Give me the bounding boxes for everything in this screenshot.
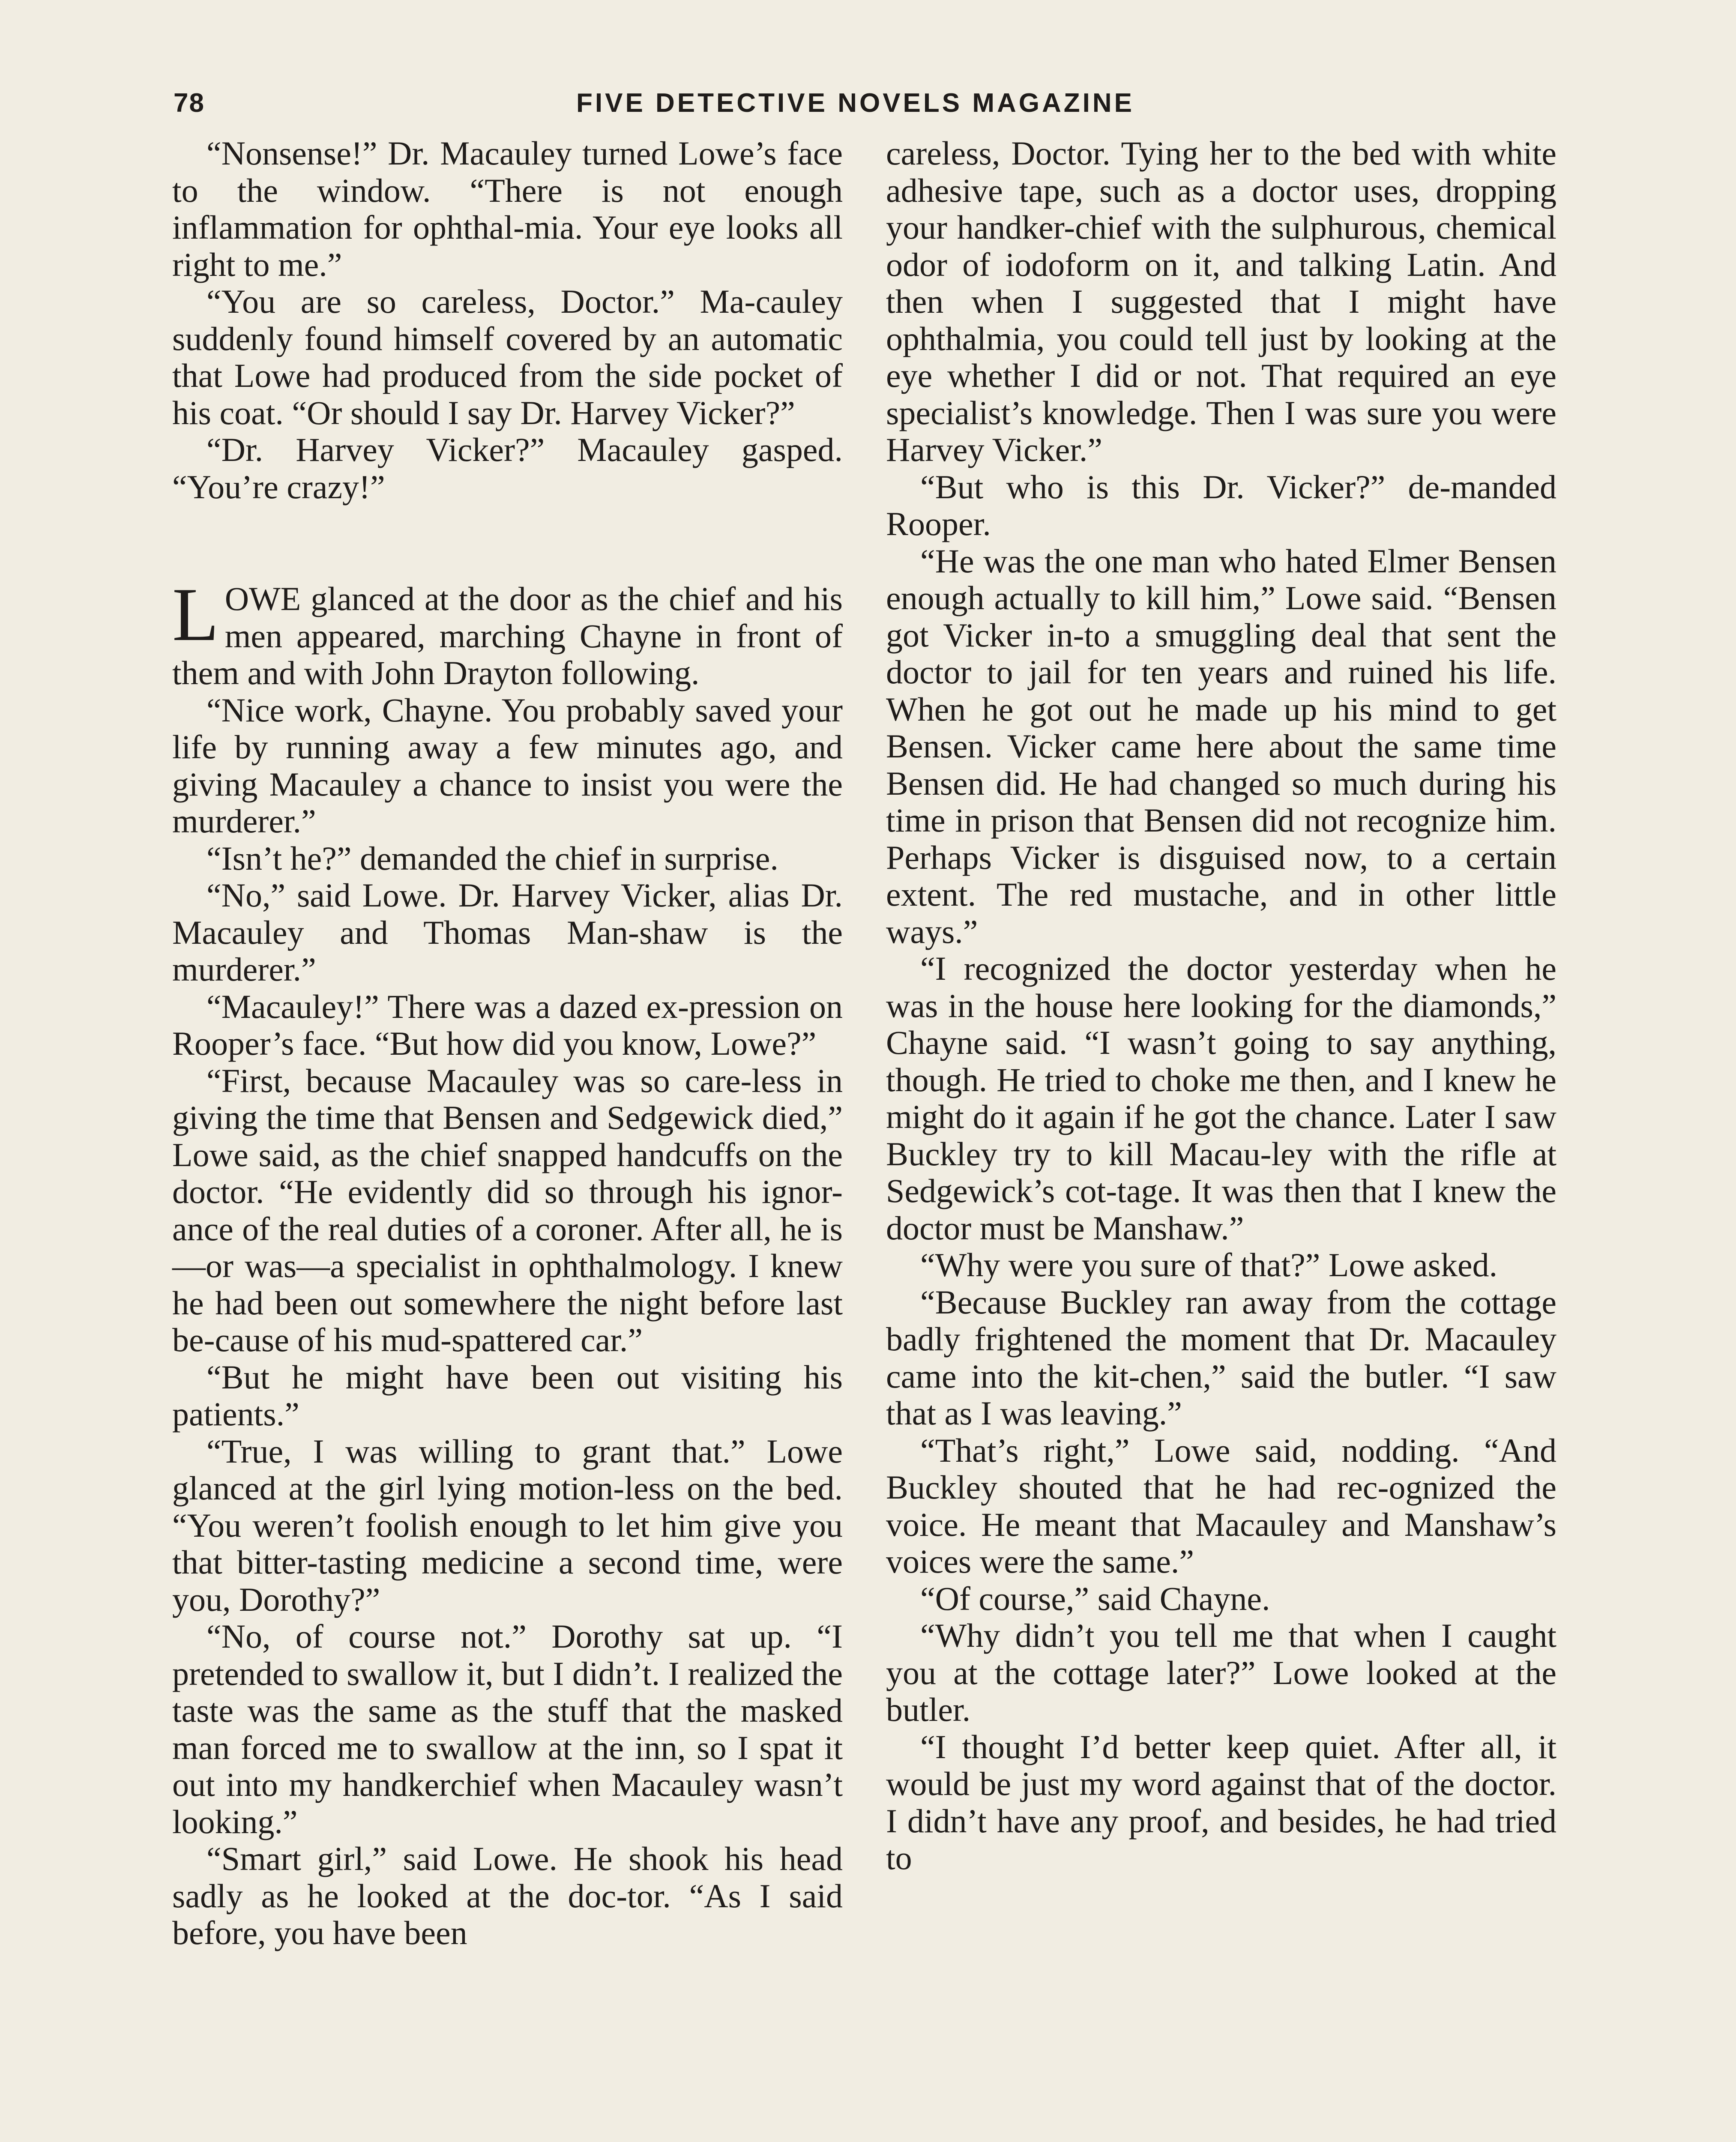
- paragraph: “Why were you sure of that?” Lowe asked.: [920, 1246, 1498, 1283]
- paragraph: “I thought I’d better keep quiet. After all, it would be just my word against that of the doctor. I didn’t have any proof, and besides, he had tried to: [886, 1728, 1556, 1876]
- paragraph: “Nonsense!” Dr. Macauley turned Lowe’s face to the window. “There is not enough inflammation for ophthal-mia. Your eye looks all right to me.”: [172, 135, 843, 283]
- page-number: 78: [174, 88, 205, 118]
- paragraph: “Smart girl,” said Lowe. He shook his head sadly as he looked at the doc-tor. “As I said before, you have been: [172, 1840, 843, 1951]
- paragraph: “Isn’t he?” demanded the chief in surprise.: [207, 839, 778, 877]
- running-head: FIVE DETECTIVE NOVELS MAGAZINE: [576, 88, 1134, 118]
- paragraph: “Dr. Harvey Vicker?” Macauley gasped. “You’re crazy!”: [172, 431, 843, 506]
- paragraph: “Nice work, Chayne. You probably saved your life by running away a few minutes ago, and giving Macauley a chance to insist you were the murderer.”: [172, 691, 843, 840]
- paragraph: “No,” said Lowe. Dr. Harvey Vicker, alias Dr. Macauley and Thomas Man-shaw is the murderer.”: [172, 877, 843, 988]
- paragraph: “He was the one man who hated Elmer Bensen enough actually to kill him,” Lowe said. “Bensen got Vicker in-to a smuggling deal that sent the doctor to jail for ten years and ruined his life. When he got out he made up his mind to get Bensen. Vicker came here about the same time Bensen did. He had changed so much during his time in prison that Bensen did not recognize him. Perhaps Vicker is disguised now, to a certain extent. The red mustache, and in other little ways.”: [886, 542, 1556, 950]
- drop-cap: L: [172, 572, 219, 657]
- continued-paragraph: careless, Doctor. Tying her to the bed with white adhesive tape, such as a doctor uses, dropping your handker-chief with the sulphurous, chemical odor of iodoform on it, and talking Latin. And then when I suggested that I might have ophthalmia, you could tell just by looking at the eye whether I did or not. That required an eye specialist’s knowledge. Then I was sure you were Harvey Vicker.”: [886, 135, 1556, 468]
- paragraph: “No, of course not.” Dorothy sat up. “I pretended to swallow it, but I didn’t. I realized the taste was the same as the stuff that the masked man forced me to swallow at the inn, so I spat it out into my handkerchief when Macauley wasn’t looking.”: [172, 1618, 843, 1840]
- paragraph: “True, I was willing to grant that.” Lowe glanced at the girl lying motion-less on the bed. “You weren’t foolish enough to let him give you that bitter-tasting medicine a second time, were you, Dorothy?”: [172, 1432, 843, 1618]
- paragraph: “I recognized the doctor yesterday when he was in the house here looking for the diamonds,” Chayne said. “I wasn’t going to say anything, though. He tried to choke me then, and I knew he might do it again if he got the chance. Later I saw Buckley try to kill Macau-ley with the rifle at Sedgewick’s cot-tage. It was then that I knew the doctor must be Manshaw.”: [886, 950, 1556, 1247]
- paragraph: “That’s right,” Lowe said, nodding. “And Buckley shouted that he had rec-ognized the voice. He meant that Macauley and Manshaw’s voices were the same.”: [886, 1431, 1556, 1580]
- paragraph: “But who is this Dr. Vicker?” de-manded Rooper.: [886, 468, 1556, 542]
- paragraph: “But he might have been out visiting his patients.”: [172, 1358, 843, 1433]
- section-start-paragraph: [172, 572, 843, 692]
- right-column: [886, 135, 1556, 1877]
- paragraph: “Why didn’t you tell me that when I caught you at the cottage later?” Lowe looked at the butler.: [886, 1617, 1556, 1728]
- page-header: [174, 88, 1566, 126]
- paragraph: “Of course,” said Chayne.: [920, 1580, 1270, 1617]
- paragraph: “You are so careless, Doctor.” Ma-cauley suddenly found himself covered by an automatic that Lowe had produced from the side pocket of his coat. “Or should I say Dr. Harvey Vicker?”: [172, 283, 843, 431]
- paragraph: “Because Buckley ran away from the cottage badly frightened the moment that Dr. Macauley came into the kit-chen,” said the butler. “I saw that as I was leaving.”: [886, 1283, 1556, 1432]
- section-start-text: OWE glanced at the door as the chief and his men appeared, marching Chayne in front of them and with John Drayton following.: [172, 580, 843, 691]
- paragraph: “Macauley!” There was a dazed ex-pression on Rooper’s face. “But how did you know, Lowe?”: [172, 987, 843, 1062]
- paragraph: “First, because Macauley was so care-less in giving the time that Bensen and Sedgewick died,” Lowe said, as the chief snapped handcuffs on the doctor. “He evidently did so through his ignor-ance of the real duties of a coroner. After all, he is—or was—a specialist in ophthalmology. I knew he had been out somewhere the night before last be-cause of his mud-spattered car.”: [172, 1062, 843, 1358]
- left-column: [172, 135, 843, 1952]
